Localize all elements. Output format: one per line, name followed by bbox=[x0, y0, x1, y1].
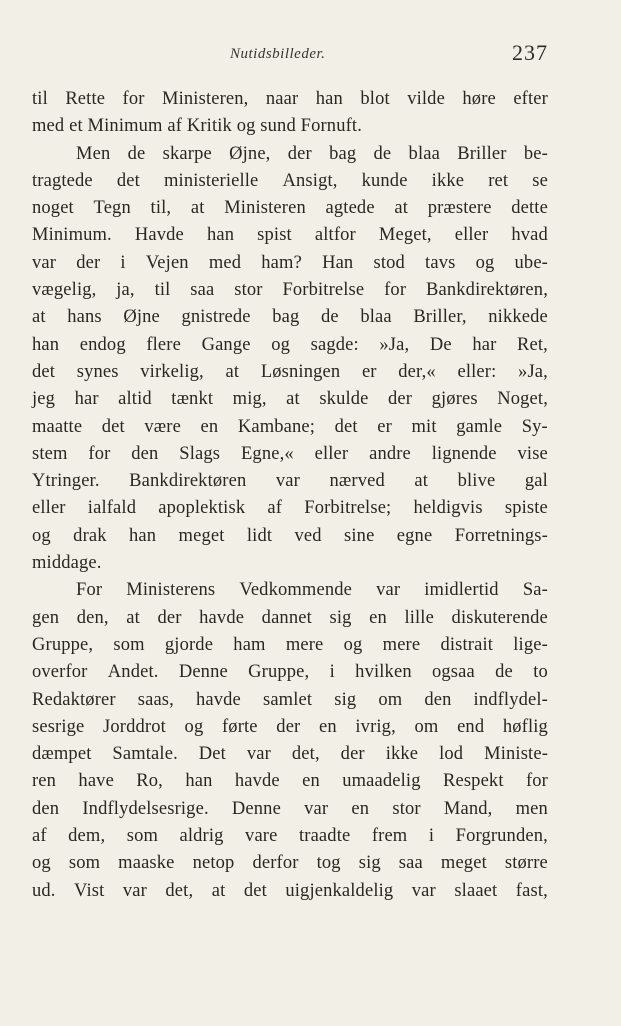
text-line bbox=[32, 495, 548, 522]
word: hvilken bbox=[355, 662, 412, 683]
word: Forgrunden, bbox=[455, 826, 548, 847]
word: og bbox=[271, 334, 291, 355]
word: lignende bbox=[431, 443, 497, 464]
word: det bbox=[243, 880, 267, 901]
word: Noget, bbox=[497, 389, 548, 410]
word: vilde bbox=[407, 89, 445, 109]
word: for bbox=[88, 443, 111, 464]
word: Vist bbox=[74, 880, 105, 901]
word: for bbox=[384, 280, 407, 301]
word: ube- bbox=[514, 252, 548, 273]
word: Løsningen bbox=[260, 361, 341, 382]
word: der bbox=[287, 143, 312, 164]
word: han bbox=[129, 525, 157, 546]
word: Bankdirektøren bbox=[129, 471, 247, 492]
running-head bbox=[0, 40, 621, 70]
word: endog bbox=[79, 334, 126, 355]
word: Øjne bbox=[123, 307, 160, 328]
word: sig bbox=[334, 689, 357, 710]
word: for bbox=[525, 771, 548, 792]
word: Kambane; bbox=[237, 416, 316, 437]
text-line bbox=[32, 632, 548, 659]
word: sig bbox=[329, 607, 352, 628]
word: Ro, bbox=[136, 771, 163, 792]
word: ivrig, bbox=[355, 716, 396, 737]
word: Minimum bbox=[87, 116, 163, 137]
word: vare bbox=[245, 826, 278, 847]
word: hvad bbox=[511, 225, 548, 246]
word: Havde bbox=[134, 225, 184, 246]
word: til bbox=[154, 280, 171, 301]
word: lod bbox=[439, 744, 464, 765]
word: var bbox=[411, 880, 436, 901]
word: og bbox=[184, 716, 204, 737]
word: gal bbox=[524, 471, 548, 492]
word: med bbox=[32, 116, 65, 137]
word: naar bbox=[265, 89, 299, 109]
word: og bbox=[236, 116, 256, 137]
word: stor bbox=[234, 280, 263, 301]
word: Ansigt, bbox=[282, 170, 338, 191]
word: umaadelig bbox=[342, 771, 421, 792]
word: den bbox=[32, 798, 60, 819]
word: sund bbox=[260, 116, 296, 137]
text-line bbox=[32, 141, 548, 168]
word: Sa- bbox=[522, 580, 548, 601]
word: egne bbox=[396, 525, 433, 546]
word: eller bbox=[32, 498, 66, 519]
word: Men bbox=[76, 143, 111, 164]
word: de bbox=[495, 662, 513, 683]
word: derfor bbox=[252, 853, 299, 874]
word: fast, bbox=[515, 880, 548, 901]
word: Andet. bbox=[107, 662, 159, 683]
word: var bbox=[275, 471, 300, 492]
word: ud. bbox=[32, 880, 56, 901]
word: og bbox=[475, 252, 495, 273]
word: se bbox=[532, 170, 548, 191]
word: dæmpet bbox=[32, 744, 92, 765]
word: blive bbox=[457, 471, 496, 492]
word: havde bbox=[199, 607, 245, 628]
word: agtede bbox=[325, 198, 375, 219]
word: maatte bbox=[32, 416, 83, 437]
word: efter bbox=[513, 89, 548, 109]
word: Bankdirektøren, bbox=[426, 280, 548, 301]
word: gjorde bbox=[164, 634, 214, 655]
word: den, bbox=[76, 607, 109, 628]
word: saa bbox=[398, 853, 423, 874]
word: er bbox=[377, 416, 392, 437]
word: at bbox=[394, 198, 409, 219]
word: det bbox=[116, 170, 140, 191]
word: bag bbox=[329, 143, 357, 164]
word: og bbox=[343, 634, 363, 655]
word: sesrige bbox=[32, 716, 85, 737]
word: uigjenkaldelig bbox=[285, 880, 394, 901]
text-line bbox=[32, 468, 548, 495]
word: kunde bbox=[361, 170, 408, 191]
word: mere bbox=[285, 634, 324, 655]
word: For bbox=[76, 580, 103, 601]
word: distrait bbox=[440, 634, 494, 655]
word: lidt bbox=[246, 525, 273, 546]
word: ja, bbox=[116, 280, 135, 301]
word: at bbox=[211, 880, 226, 901]
word: høflig bbox=[502, 716, 548, 737]
word: Jorddrot bbox=[103, 716, 166, 737]
word: traadte bbox=[298, 826, 351, 847]
text-line bbox=[32, 714, 548, 741]
word: slaaet bbox=[454, 880, 498, 901]
word: for bbox=[122, 89, 145, 109]
word: af bbox=[32, 826, 47, 847]
word: i bbox=[329, 662, 335, 683]
page-number: 237 bbox=[512, 40, 548, 65]
word: ham? bbox=[261, 252, 302, 273]
word: Rette bbox=[65, 89, 106, 109]
word: som bbox=[126, 826, 159, 847]
text-line bbox=[32, 741, 548, 768]
word: have bbox=[78, 771, 114, 792]
word: ialfald bbox=[87, 498, 137, 519]
word: andre bbox=[369, 443, 411, 464]
text-line bbox=[32, 878, 548, 905]
word: hans bbox=[67, 307, 102, 328]
word: Redaktører bbox=[32, 689, 116, 710]
word: mere bbox=[382, 634, 421, 655]
word: lige- bbox=[513, 634, 548, 655]
word: altid bbox=[118, 389, 152, 410]
text-line bbox=[32, 304, 548, 331]
word: sig bbox=[358, 853, 381, 874]
text-line bbox=[32, 168, 548, 195]
word: Det bbox=[198, 744, 226, 765]
word: heldigvis bbox=[413, 498, 483, 519]
word: ogsaa bbox=[432, 662, 475, 683]
text-line bbox=[32, 687, 548, 714]
word: er bbox=[361, 361, 377, 382]
word: det bbox=[32, 361, 56, 382]
word: at bbox=[126, 607, 140, 628]
word: til, bbox=[150, 198, 172, 219]
word: ren bbox=[32, 771, 57, 792]
word: var bbox=[32, 252, 57, 273]
word: med bbox=[208, 252, 242, 273]
word: mig, bbox=[232, 389, 267, 410]
word: tænkt bbox=[171, 389, 214, 410]
word: at bbox=[414, 471, 429, 492]
text-line bbox=[32, 359, 548, 386]
body-text bbox=[32, 86, 548, 905]
word: ved bbox=[294, 525, 322, 546]
word: samlet bbox=[262, 689, 313, 710]
word: om bbox=[378, 689, 403, 710]
word: indflydel- bbox=[473, 689, 548, 710]
word: gnistrede bbox=[181, 307, 251, 328]
word: saa bbox=[190, 280, 215, 301]
word: Indflydelsesrige. bbox=[82, 798, 209, 819]
word: gen bbox=[32, 607, 60, 628]
word: og bbox=[32, 525, 51, 546]
word: saas, bbox=[137, 689, 174, 710]
word: stod bbox=[373, 252, 405, 273]
word: tavs bbox=[425, 252, 456, 273]
text-line bbox=[32, 605, 548, 632]
word: imidlertid bbox=[424, 580, 499, 601]
word: men bbox=[515, 798, 548, 819]
word: sine bbox=[344, 525, 375, 546]
word: netop bbox=[192, 853, 235, 874]
word: eller bbox=[314, 443, 349, 464]
word: han bbox=[206, 225, 235, 246]
word: stor bbox=[392, 798, 421, 819]
word: aldrig bbox=[179, 826, 224, 847]
word: en bbox=[200, 416, 219, 437]
word: der bbox=[276, 716, 301, 737]
word: frem bbox=[371, 826, 408, 847]
word: et bbox=[69, 116, 83, 137]
word: det bbox=[101, 416, 125, 437]
word: altfor bbox=[314, 225, 356, 246]
word: Tegn bbox=[93, 198, 131, 219]
word: tragtede bbox=[32, 170, 93, 191]
word: Gruppe, bbox=[248, 662, 310, 683]
word: Forbitrelse; bbox=[304, 498, 392, 519]
word: gamle bbox=[456, 416, 503, 437]
word: en bbox=[351, 798, 370, 819]
word: nærved bbox=[329, 471, 385, 492]
word: der bbox=[340, 744, 365, 765]
word: meget bbox=[178, 525, 225, 546]
text-line bbox=[32, 523, 548, 550]
word: Øjne, bbox=[229, 143, 271, 164]
word: Denne bbox=[178, 662, 228, 683]
word: en bbox=[302, 771, 320, 792]
word: spist bbox=[257, 225, 292, 246]
word: virkelig, bbox=[140, 361, 204, 382]
word: Denne bbox=[231, 798, 281, 819]
word: noget bbox=[32, 198, 74, 219]
word: i bbox=[428, 826, 435, 847]
word: mit bbox=[411, 416, 437, 437]
word: Forretnings- bbox=[454, 525, 548, 546]
word: der,« bbox=[398, 361, 436, 382]
text-line bbox=[32, 113, 548, 140]
word: større bbox=[504, 853, 548, 874]
word: ikke bbox=[431, 170, 465, 191]
word: af bbox=[167, 116, 183, 137]
word: Ministeren bbox=[224, 198, 306, 219]
word: overfor bbox=[32, 662, 88, 683]
word: Mand, bbox=[443, 798, 493, 819]
word: Kritik bbox=[186, 116, 232, 137]
word: det, bbox=[165, 880, 194, 901]
word: skarpe bbox=[162, 143, 212, 164]
word: eller: bbox=[457, 361, 497, 382]
word: diskuterende bbox=[451, 607, 548, 628]
word: ham bbox=[233, 634, 266, 655]
text-line bbox=[32, 277, 548, 304]
word: dette bbox=[511, 198, 548, 219]
text-line bbox=[32, 550, 548, 577]
word: være bbox=[144, 416, 181, 437]
text-line bbox=[32, 659, 548, 686]
word: som bbox=[113, 634, 145, 655]
word: nikkede bbox=[488, 307, 548, 328]
word: en bbox=[319, 716, 337, 737]
word: at bbox=[190, 198, 205, 219]
word: den bbox=[424, 689, 452, 710]
word: af bbox=[267, 498, 283, 519]
word: de bbox=[373, 143, 392, 164]
word: der bbox=[388, 389, 413, 410]
word: Vejen bbox=[145, 252, 189, 273]
word: Sy- bbox=[521, 416, 548, 437]
word: Ministeren, bbox=[162, 89, 249, 109]
word: Fornuft. bbox=[300, 116, 362, 137]
word: gjøres bbox=[431, 389, 478, 410]
word: Briller bbox=[457, 143, 507, 164]
word: har bbox=[74, 389, 99, 410]
text-line bbox=[32, 386, 548, 413]
word: middage. bbox=[32, 553, 102, 574]
word: jeg bbox=[32, 389, 56, 410]
word: end bbox=[457, 716, 485, 737]
word: »Ja, bbox=[379, 334, 410, 355]
word: førte bbox=[221, 716, 258, 737]
word: var bbox=[304, 798, 329, 819]
text-line bbox=[32, 823, 548, 850]
word: var bbox=[122, 880, 147, 901]
word: meget bbox=[440, 853, 487, 874]
word: han bbox=[315, 89, 343, 109]
text-line bbox=[32, 86, 548, 113]
word: spiste bbox=[504, 498, 548, 519]
word: havde bbox=[195, 689, 241, 710]
word: han bbox=[185, 771, 213, 792]
word: dem, bbox=[68, 826, 106, 847]
word: lille bbox=[404, 607, 434, 628]
word: Respekt bbox=[442, 771, 504, 792]
word: stem bbox=[32, 443, 68, 464]
word: en bbox=[369, 607, 387, 628]
text-line bbox=[32, 796, 548, 823]
word: Ytringer. bbox=[32, 471, 100, 492]
word: drak bbox=[73, 525, 107, 546]
word: og bbox=[32, 853, 51, 874]
word: flere bbox=[146, 334, 181, 355]
word: bag bbox=[272, 307, 300, 328]
word: at bbox=[225, 361, 240, 382]
word: to bbox=[533, 662, 548, 683]
text-line bbox=[32, 441, 548, 468]
word: Briller, bbox=[413, 307, 467, 328]
word: de bbox=[127, 143, 146, 164]
word: at bbox=[286, 389, 300, 410]
word: blaa bbox=[408, 143, 440, 164]
word: De bbox=[429, 334, 452, 355]
word: har bbox=[472, 334, 497, 355]
word: vægelig, bbox=[32, 280, 97, 301]
text-line bbox=[32, 222, 548, 249]
word: dannet bbox=[261, 607, 312, 628]
word: Ministerens bbox=[126, 580, 216, 601]
text-line bbox=[32, 577, 548, 604]
text-line bbox=[32, 332, 548, 359]
word: maaske bbox=[118, 853, 175, 874]
word: sagde: bbox=[310, 334, 359, 355]
running-title: Nutidsbilleder. bbox=[230, 46, 326, 62]
word: Forbitrelse bbox=[282, 280, 365, 301]
word: Meget, bbox=[378, 225, 432, 246]
word: de bbox=[320, 307, 339, 328]
word: om bbox=[414, 716, 439, 737]
word: Egne,« bbox=[240, 443, 294, 464]
word: ikke bbox=[385, 744, 419, 765]
word: Minimum. bbox=[32, 225, 112, 246]
word: Samtale. bbox=[112, 744, 178, 765]
word: blaa bbox=[360, 307, 392, 328]
word: tog bbox=[316, 853, 341, 874]
word: høre bbox=[462, 89, 496, 109]
word: i bbox=[120, 252, 126, 273]
word: be- bbox=[523, 143, 548, 164]
word: ministerielle bbox=[164, 170, 259, 191]
word: apoplektisk bbox=[158, 498, 246, 519]
word: eller bbox=[454, 225, 489, 246]
word: det bbox=[334, 416, 358, 437]
word: Ret, bbox=[517, 334, 548, 355]
word: der bbox=[157, 607, 182, 628]
word: var bbox=[246, 744, 271, 765]
word: at bbox=[32, 307, 46, 328]
word: skulde bbox=[319, 389, 369, 410]
text-line bbox=[32, 768, 548, 795]
text-line bbox=[32, 414, 548, 441]
word: det, bbox=[291, 744, 320, 765]
word: Gange bbox=[201, 334, 251, 355]
word: vise bbox=[517, 443, 548, 464]
word: til bbox=[32, 89, 48, 109]
word: Gruppe, bbox=[32, 634, 94, 655]
word: præstere bbox=[427, 198, 492, 219]
word: Han bbox=[322, 252, 354, 273]
word: som bbox=[68, 853, 101, 874]
word: den bbox=[131, 443, 159, 464]
word: havde bbox=[234, 771, 280, 792]
word: der bbox=[76, 252, 101, 273]
text-line bbox=[32, 850, 548, 877]
word: Ministe- bbox=[484, 744, 548, 765]
text-line bbox=[32, 250, 548, 277]
word: Vedkommende bbox=[239, 580, 352, 601]
word: »Ja, bbox=[518, 361, 548, 382]
word: synes bbox=[76, 361, 119, 382]
text-line bbox=[32, 195, 548, 222]
word: Slags bbox=[179, 443, 221, 464]
word: han bbox=[32, 334, 60, 355]
word: blot bbox=[360, 89, 390, 109]
word: var bbox=[376, 580, 401, 601]
word: ret bbox=[488, 170, 509, 191]
